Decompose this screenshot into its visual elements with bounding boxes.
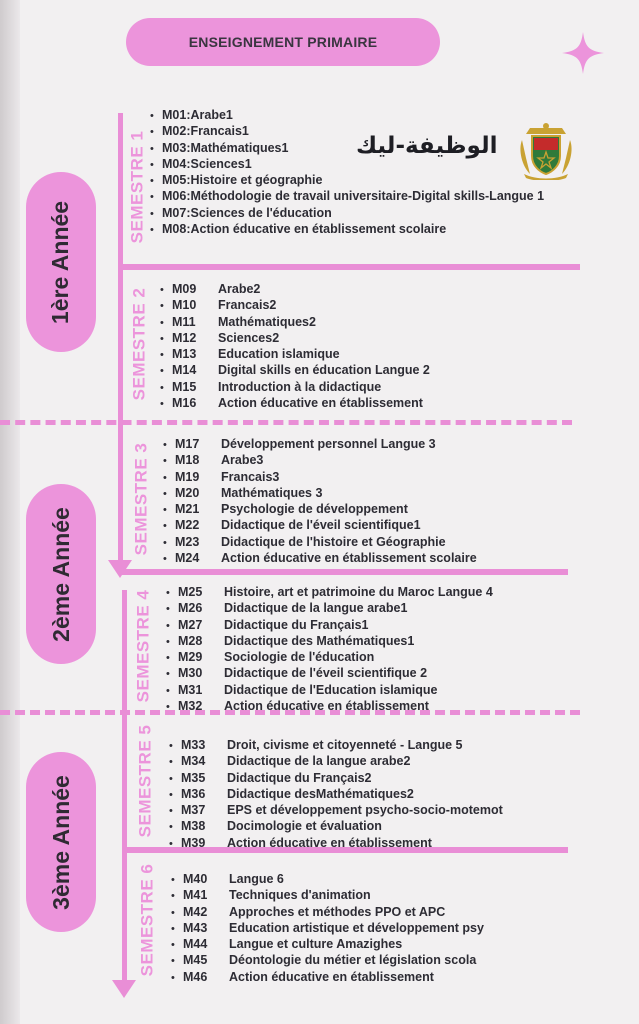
list-item: • M17 Développement personnel Langue 3 <box>163 437 477 453</box>
list-item: • M14 Digital skills en éducation Langue 2 <box>160 363 430 379</box>
module-list-s5 <box>169 738 503 852</box>
list-item: • M04:Sciences1 <box>150 157 544 173</box>
list-item: • M31 Didactique de l'Education islamique <box>166 683 493 699</box>
semester-label: SEMESTRE 2 <box>129 287 149 401</box>
semester-label: SEMESTRE 5 <box>135 724 155 838</box>
page-title: ENSEIGNEMENT PRIMAIRE <box>126 18 440 66</box>
list-item: • M37 EPS et développement psycho-socio-motemot <box>169 803 503 819</box>
list-item: • M30 Didactique de l'éveil scientifique 2 <box>166 666 493 682</box>
list-item: • M28 Didactique des Mathématiques1 <box>166 634 493 650</box>
module-list-s3 <box>163 437 477 567</box>
list-item: • M18 Arabe3 <box>163 453 477 469</box>
list-item: • M03:Mathématiques1 <box>150 141 544 157</box>
list-item: • M19 Francais3 <box>163 470 477 486</box>
list-item: • M13 Education islamique <box>160 347 430 363</box>
module-list-s2 <box>160 282 430 412</box>
year-pill-1: 1ère Année <box>26 172 96 352</box>
semester-divider <box>118 264 580 270</box>
module-list-s6 <box>171 872 484 986</box>
page-edge <box>0 0 20 1024</box>
list-item: • M09 Arabe2 <box>160 282 430 298</box>
list-item: • M15 Introduction à la didactique <box>160 380 430 396</box>
list-item: • M29 Sociologie de l'éducation <box>166 650 493 666</box>
list-item: • M27 Didactique du Français1 <box>166 618 493 634</box>
list-item: • M26 Didactique de la langue arabe1 <box>166 601 493 617</box>
list-item: • M12 Sciences2 <box>160 331 430 347</box>
list-item: • M42 Approches et méthodes PPO et APC <box>171 905 484 921</box>
list-item: • M07:Sciences de l'éducation <box>150 206 544 222</box>
list-item: • M23 Didactique de l'histoire et Géographie <box>163 535 477 551</box>
list-item: • M25 Histoire, art et patrimoine du Maroc Langue 4 <box>166 585 493 601</box>
semester-label: SEMESTRE 1 <box>127 130 147 244</box>
year-pill-3: 3ème Année <box>26 752 96 932</box>
semester-divider <box>118 569 568 575</box>
list-item: • M11 Mathématiques2 <box>160 315 430 331</box>
logo-text: الوظيفة-ليك <box>356 133 498 159</box>
list-item: • M38 Docimologie et évaluation <box>169 819 503 835</box>
list-item: • M21 Psychologie de développement <box>163 502 477 518</box>
list-item: • M16 Action éducative en établissement <box>160 396 430 412</box>
list-item: • M43 Education artistique et développement psy <box>171 921 484 937</box>
list-item: • M40 Langue 6 <box>171 872 484 888</box>
list-item: • M24 Action éducative en établissement scolaire <box>163 551 477 567</box>
module-list-s4 <box>166 585 493 715</box>
list-item: • M34 Didactique de la langue arabe2 <box>169 754 503 770</box>
list-item: • M01:Arabe1 <box>150 108 544 124</box>
list-item: • M22 Didactique de l'éveil scientifique1 <box>163 518 477 534</box>
semester-label: SEMESTRE 4 <box>133 589 153 702</box>
list-item: • M08:Action éducative en établissement scolaire <box>150 222 544 238</box>
year-divider <box>0 420 572 425</box>
timeline-line <box>122 590 127 985</box>
list-item: • M35 Didactique du Français2 <box>169 771 503 787</box>
year-pill-2: 2ème Année <box>26 484 96 664</box>
semester-label: SEMESTRE 6 <box>137 863 157 976</box>
list-item: • M05:Histoire et géographie <box>150 173 544 189</box>
list-item: • M46 Action éducative en établissement <box>171 970 484 986</box>
list-item: • M36 Didactique desMathématiques2 <box>169 787 503 803</box>
list-item: • M33 Droit, civisme et citoyenneté - Langue 5 <box>169 738 503 754</box>
list-item: • M41 Techniques d'animation <box>171 888 484 904</box>
list-item: • M45 Déontologie du métier et législation scola <box>171 953 484 969</box>
module-list-s1 <box>150 108 544 238</box>
list-item: • M06:Méthodologie de travail universitaire-Digital skills-Langue 1 <box>150 189 544 205</box>
list-item: • M20 Mathématiques 3 <box>163 486 477 502</box>
sparkle-icon <box>560 30 606 76</box>
list-item: • M02:Francais1 <box>150 124 544 140</box>
semester-label: SEMESTRE 3 <box>131 442 151 556</box>
list-item: • M44 Langue et culture Amazighes <box>171 937 484 953</box>
list-item: • M32 Action éducative en établissement <box>166 699 493 715</box>
list-item: • M39 Action éducative en établissement <box>169 836 503 852</box>
list-item: • M10 Francais2 <box>160 298 430 314</box>
